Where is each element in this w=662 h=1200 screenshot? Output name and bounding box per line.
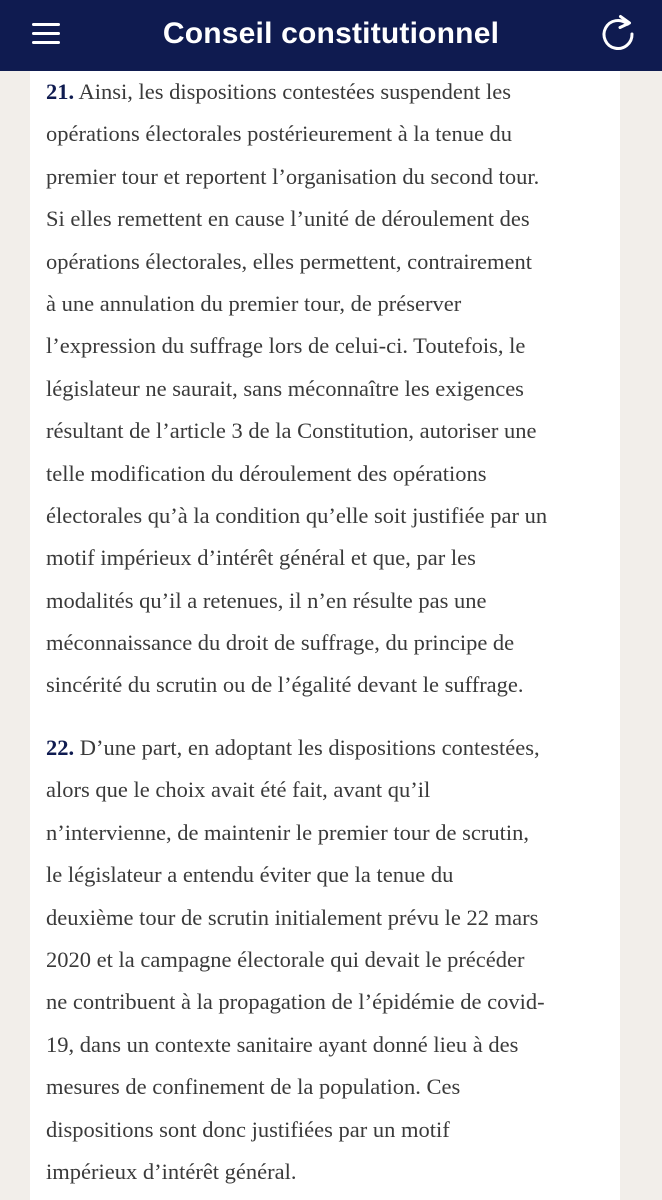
paragraph-line: 2020 et la campagne électorale qui devait le précéder bbox=[46, 946, 525, 972]
article-content bbox=[30, 71, 620, 1200]
app-header bbox=[0, 0, 662, 71]
paragraph-line: alors que le choix avait été fait, avant qu’il bbox=[46, 777, 431, 803]
paragraph-line: mesures de confinement de la population. Ces bbox=[46, 1074, 461, 1100]
paragraph-line: 22. D’une part, en adoptant les dispositions contestées, bbox=[46, 735, 540, 760]
refresh-icon[interactable] bbox=[596, 12, 640, 56]
paragraph-line: opérations électorales postérieurement à la tenue du bbox=[46, 121, 513, 147]
paragraph-number: 22. bbox=[46, 735, 75, 760]
paragraph-22 bbox=[46, 727, 616, 1193]
paragraph-line: premier tour et reportent l’organisation du second tour. bbox=[46, 163, 540, 189]
paragraph-line: méconnaissance du droit de suffrage, du principe de bbox=[46, 630, 515, 656]
paragraph-21 bbox=[46, 71, 616, 707]
paragraph-line: 21. Ainsi, les dispositions contestées suspendent les bbox=[46, 79, 511, 104]
paragraph-line: deuxième tour de scrutin initialement prévu le 22 mars bbox=[46, 904, 539, 930]
paragraph-line: électorales qu’à la condition qu’elle soit justifiée par un bbox=[46, 502, 548, 528]
paragraph-line: à une annulation du premier tour, de préserver bbox=[46, 290, 462, 316]
paragraph-line: motif impérieux d’intérêt général et que, par les bbox=[46, 545, 476, 571]
paragraph-line: n’intervienne, de maintenir le premier tour de scrutin, bbox=[46, 819, 529, 845]
paragraph-line: l’expression du suffrage lors de celui-ci. Toutefois, le bbox=[46, 333, 526, 359]
paragraph-line: impérieux d’intérêt général. bbox=[46, 1158, 297, 1184]
paragraph-line: résultant de l’article 3 de la Constitution, autoriser une bbox=[46, 418, 537, 444]
paragraph-line: ne contribuent à la propagation de l’épidémie de covid- bbox=[46, 989, 545, 1015]
paragraph-line: le législateur a entendu éviter que la tenue du bbox=[46, 862, 454, 888]
paragraph-line: 19, dans un contexte sanitaire ayant donné lieu à des bbox=[46, 1031, 519, 1057]
paragraph-line: telle modification du déroulement des opérations bbox=[46, 460, 487, 486]
paragraph-line: dispositions sont donc justifiées par un motif bbox=[46, 1116, 450, 1142]
paragraph-number: 21. bbox=[46, 79, 75, 104]
paragraph-line: modalités qu’il a retenues, il n’en résulte pas une bbox=[46, 587, 487, 613]
page-title: Conseil constitutionnel bbox=[162, 17, 500, 50]
paragraph-line: sincérité du scrutin ou de l’égalité devant le suffrage. bbox=[46, 672, 524, 698]
paragraph-line: opérations électorales, elles permettent, contrairement bbox=[46, 248, 533, 274]
paragraph-line: Si elles remettent en cause l’unité de déroulement des bbox=[46, 206, 530, 232]
paragraph-line: législateur ne saurait, sans méconnaître les exigences bbox=[46, 375, 524, 401]
